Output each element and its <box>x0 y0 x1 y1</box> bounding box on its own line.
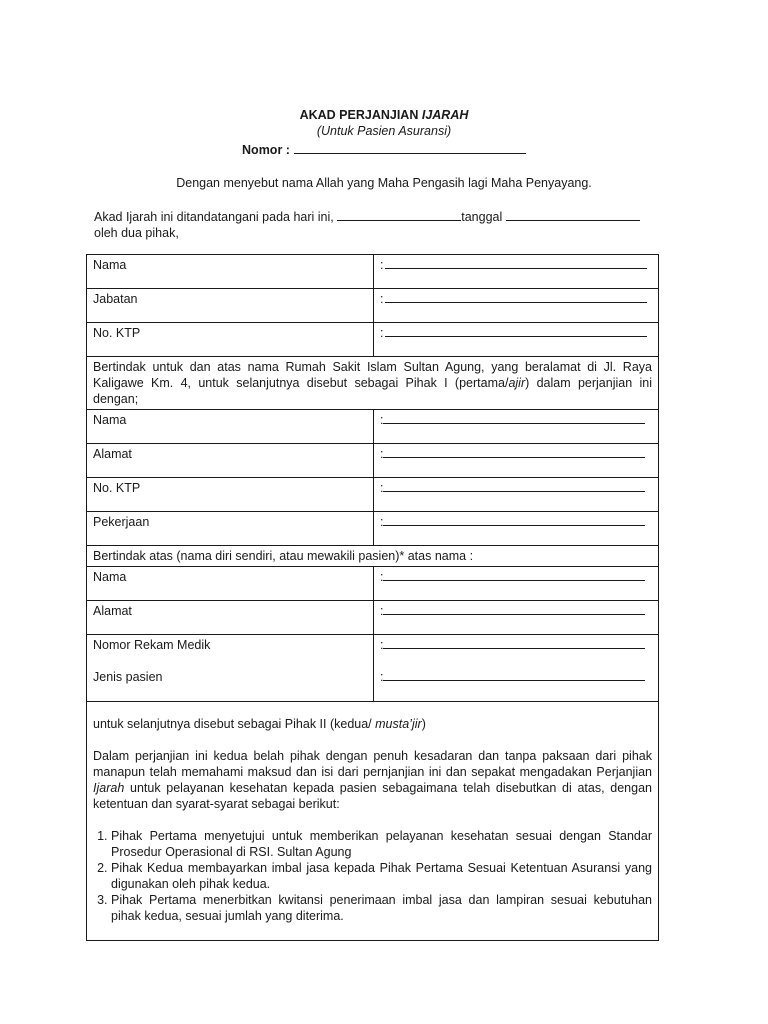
table-row <box>87 546 659 567</box>
row-value[interactable]: : <box>374 512 659 546</box>
table-row <box>87 478 659 512</box>
agreement-section <box>87 702 659 941</box>
table-row <box>87 323 659 357</box>
party-table <box>86 254 659 941</box>
terms-list <box>93 828 652 924</box>
table-row <box>87 357 659 410</box>
row-label: Jabatan <box>87 289 374 323</box>
row-value[interactable]: : <box>374 410 659 444</box>
table-row <box>87 410 659 444</box>
table-row <box>87 512 659 546</box>
document-title: AKAD PERJANJIAN IJARAH <box>299 108 469 122</box>
table-row <box>87 255 659 289</box>
row-label: Nama <box>87 255 374 289</box>
row-value[interactable]: : <box>374 255 659 289</box>
document-subtitle: (Untuk Pasien Asuransi) <box>316 124 452 138</box>
row-label: Nama <box>87 567 374 601</box>
table-row <box>87 601 659 635</box>
row-value[interactable]: : <box>374 289 659 323</box>
list-item: 2. Pihak Kedua membayarkan imbal jasa kepada Pihak Pertama Sesuai Ketentuan Asuransi yang digunakan oleh pihak kedua. <box>111 860 652 892</box>
row-label: Alamat <box>87 444 374 478</box>
tanggal-blank[interactable] <box>506 208 640 221</box>
row-value[interactable]: : <box>374 444 659 478</box>
row-label: No. KTP <box>87 478 374 512</box>
pihak1-statement: Bertindak untuk dan atas nama Rumah Sakit Islam Sultan Agung, yang beralamat di Jl. Raya Kaligawe Km. 4, untuk selanjutnya disebut sebagai Pihak I (pertama/ajir) dalam perjanjian ini dengan; <box>87 357 659 410</box>
pihak2-designation: untuk selanjutnya disebut sebagai Pihak II (kedua/ musta’jir) <box>93 717 426 731</box>
row-label: No. KTP <box>87 323 374 357</box>
pihak-kedua-statement: Bertindak atas (nama diri sendiri, atau mewakili pasien)* atas nama : <box>87 546 659 567</box>
row-value[interactable]: : <box>374 567 659 601</box>
row-label: Nama <box>87 410 374 444</box>
nomor-field: Nomor : <box>0 141 768 157</box>
agreement-paragraph: Dalam perjanjian ini kedua belah pihak dengan penuh kesadaran dan tanpa paksaan dari pihak manapun telah memahami maksud dan isi dari pernjanjian ini dan sepakat mengadakan Perjanjian Ijarah untuk pelayanan kesehatan kepada pasien sebagaimana telah disebutkan di atas, dengan ketentuan dan syarat-syarat sebagai berikut: <box>93 749 652 811</box>
nomor-blank[interactable] <box>294 141 526 154</box>
table-row <box>87 702 659 941</box>
hari-blank[interactable] <box>337 208 461 221</box>
list-item: 3. Pihak Pertama menerbitkan kwitansi penerimaan imbal jasa dan lampiran sesuai kebutuhan pihak kedua, sesuai jumlah yang diterima. <box>111 892 652 924</box>
row-value[interactable]: : <box>374 601 659 635</box>
row-value[interactable]: : : <box>374 635 659 702</box>
row-value[interactable]: : <box>374 323 659 357</box>
row-label: Nomor Rekam Medik Jenis pasien <box>87 635 374 702</box>
table-row <box>87 289 659 323</box>
table-row <box>87 567 659 601</box>
table-row <box>87 444 659 478</box>
row-value[interactable]: : <box>374 478 659 512</box>
list-item: 1. Pihak Pertama menyetujui untuk memberikan pelayanan kesehatan sesuai dengan Standar Prosedur Operasional di RSI. Sultan Agung <box>111 828 652 860</box>
intro-paragraph: Akad Ijarah ini ditandatangani pada hari ini, tanggal oleh dua pihak, <box>94 208 674 241</box>
row-label: Alamat <box>87 601 374 635</box>
row-label: Pekerjaan <box>87 512 374 546</box>
basmalah: Dengan menyebut nama Allah yang Maha Pengasih lagi Maha Penyayang. <box>176 176 592 190</box>
table-row <box>87 635 659 702</box>
